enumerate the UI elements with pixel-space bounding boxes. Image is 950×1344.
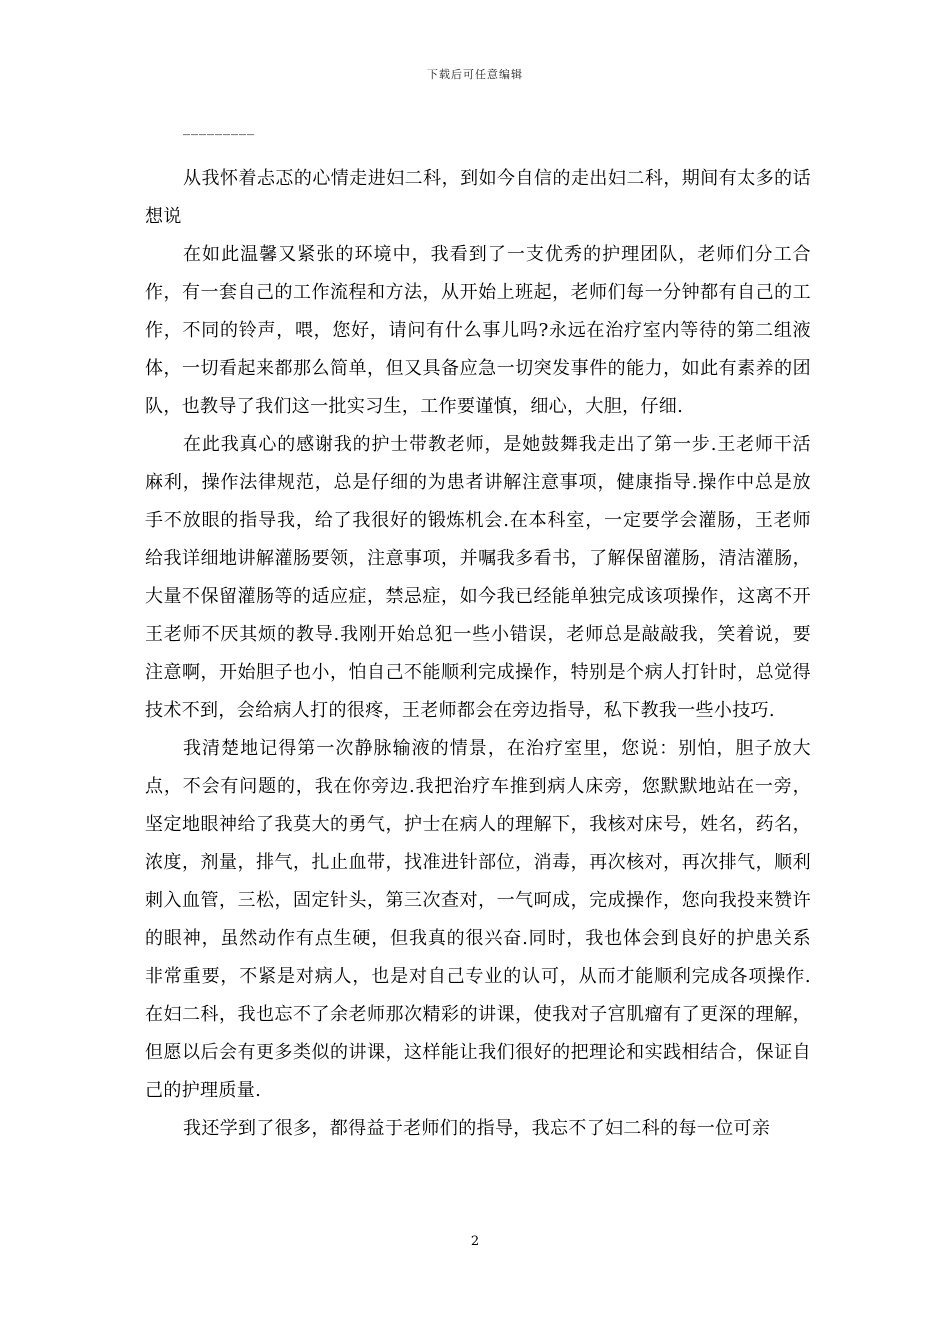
- paragraph-3: 在此我真心的感谢我的护士带教老师，是她鼓舞我走出了第一步.王老师干活麻利，操作法律规范，总是仔细的为患者讲解注意事项，健康指导.操作中总是放手不放眼的指导我，给了我很好的锻炼机会.在本科室，一定要学会灌肠，王老师给我详细地讲解灌肠要领，注意事项，并嘱我多看书，了解保留灌肠，清洁灌肠，大量不保留灌肠等的适应症，禁忌症，如今我已经能单独完成该项操作，这离不开王老师不厌其烦的教导.我刚开始总犯一些小错误，老师总是敲敲我，笑着说，要注意啊，开始胆子也小，怕自己不能顺利完成操作，特别是个病人打针时，总觉得技术不到，会给病人打的很疼，王老师都会在旁边指导，私下教我一些小技巧.: [145, 434, 811, 721]
- separator-line: _________: [183, 120, 255, 136]
- paragraph-1: 从我怀着忐忑的心情走进妇二科，到如今自信的走出妇二科，期间有太多的话想说: [145, 168, 811, 227]
- page-number: 2: [470, 1234, 480, 1249]
- document-body: [145, 160, 811, 1148]
- paragraph-4: 我清楚地记得第一次静脉输液的情景，在治疗室里，您说：别怕，胆子放大点，不会有问题的，我在你旁边.我把治疗车推到病人床旁，您默默地站在一旁，坚定地眼神给了我莫大的勇气，护士在病人的理解下，我核对床号，姓名，药名，浓度，剂量，排气，扎止血带，找准进针部位，消毒，再次核对，再次排气，顺利刺入血管，三松，固定针头，第三次查对，一气呵成，完成操作，您向我投来赞许的眼神，虽然动作有点生硬，但我真的很兴奋.同时，我也体会到良好的护患关系非常重要，不紧是对病人，也是对自己专业的认可，从而才能顺利完成各项操作.在妇二科，我也忘不了余老师那次精彩的讲课，使我对子宫肌瘤有了更深的理解，但愿以后会有更多类似的讲课，这样能让我们很好的把理论和实践相结合，保证自己的护理质量.: [145, 738, 811, 1101]
- paragraph-2: 在如此温馨又紧张的环境中，我看到了一支优秀的护理团队，老师们分工合作，有一套自己的工作流程和方法，从开始上班起，老师们每一分钟都有自己的工作，不同的铃声，喂，您好，请问有什么事儿吗?永远在治疗室内等待的第二组液体，一切看起来都那么简单，但又具备应急一切突发事件的能力，如此有素养的团队，也教导了我们这一批实习生，工作要谨慎，细心，大胆，仔细.: [145, 244, 811, 417]
- paragraph-5: 我还学到了很多，都得益于老师们的指导，我忘不了妇二科的每一位可亲: [183, 1118, 771, 1139]
- header-note: 下载后可任意编辑: [427, 68, 523, 81]
